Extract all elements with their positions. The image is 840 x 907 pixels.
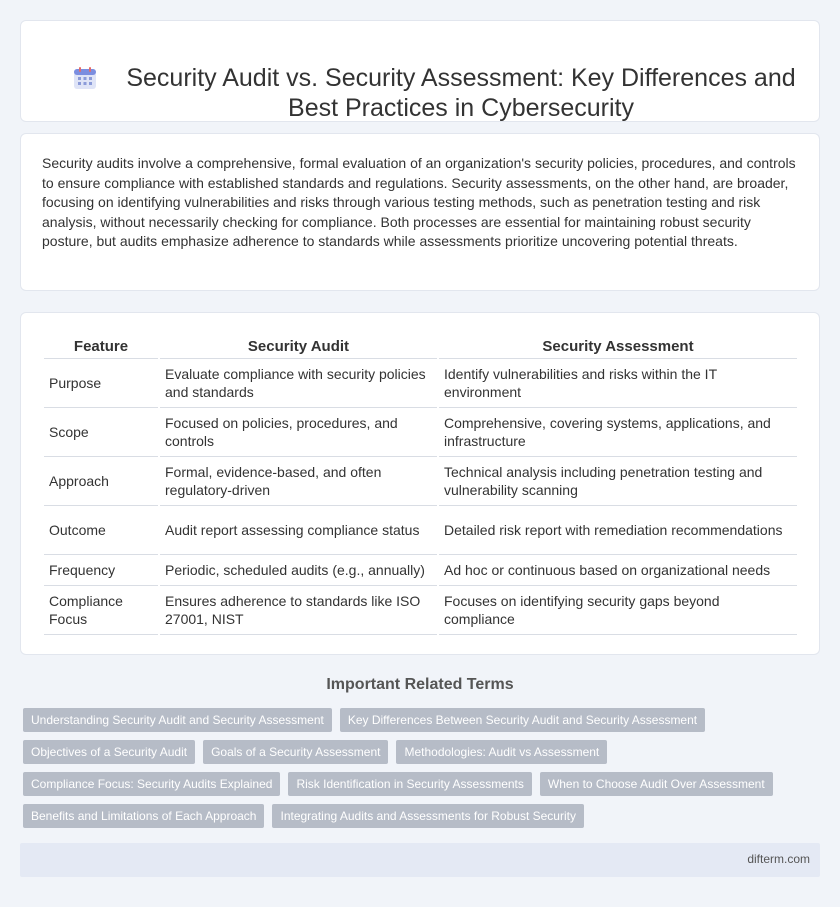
intro-paragraph: Security audits involve a comprehensive, formal evaluation of an organization's security policies, procedures, and controls to ensure compliance with established standards and regulations. Security assessments, on the other hand, are broader, focusing on identifying vulnerabilities and risks through various testing methods, such as penetration testing and risk analysis, without necessarily checking for compliance. Both processes are essential for maintaining robust security posture, but audits emphasize adherence to standards while assessments prioritize uncovering potential threats. — [42, 155, 796, 250]
row-audit: Focused on policies, procedures, and controls — [160, 408, 437, 457]
related-term-tag[interactable]: Methodologies: Audit vs Assessment — [396, 740, 607, 764]
row-feature: Compliance Focus — [44, 586, 158, 635]
row-audit: Periodic, scheduled audits (e.g., annually) — [160, 555, 437, 586]
comparison-card — [20, 312, 820, 655]
row-feature: Outcome — [44, 506, 158, 555]
related-terms-heading: Important Related Terms — [326, 676, 514, 693]
calendar-icon — [73, 66, 97, 90]
comparison-table — [42, 333, 799, 635]
header-feature: Feature — [44, 333, 158, 359]
related-term-tag[interactable]: Goals of a Security Assessment — [203, 740, 388, 764]
related-term-tag[interactable]: Compliance Focus: Security Audits Explained — [23, 772, 280, 796]
related-term-tag[interactable]: Key Differences Between Security Audit and Security Assessment — [340, 708, 705, 732]
row-feature: Purpose — [44, 359, 158, 408]
row-feature: Scope — [44, 408, 158, 457]
related-term-tag[interactable]: When to Choose Audit Over Assessment — [540, 772, 773, 796]
related-term-tag[interactable]: Objectives of a Security Audit — [23, 740, 195, 764]
row-assessment: Identify vulnerabilities and risks within the IT environment — [439, 359, 797, 408]
row-assessment: Detailed risk report with remediation recommendations — [439, 506, 797, 555]
header-security-audit: Security Audit — [160, 333, 437, 359]
page-title: Security Audit vs. Security Assessment: Key Differences and Best Practices in Cybersecurity — [126, 64, 796, 122]
table-header-row — [44, 333, 797, 359]
row-audit: Ensures adherence to standards like ISO 27001, NIST — [160, 586, 437, 635]
related-terms-list — [23, 708, 813, 836]
related-term-tag[interactable]: Integrating Audits and Assessments for Robust Security — [272, 804, 584, 828]
related-term-tag[interactable]: Benefits and Limitations of Each Approach — [23, 804, 264, 828]
row-feature: Approach — [44, 457, 158, 506]
table-row — [44, 359, 797, 408]
row-audit: Evaluate compliance with security policies and standards — [160, 359, 437, 408]
row-assessment: Comprehensive, covering systems, applications, and infrastructure — [439, 408, 797, 457]
row-audit: Formal, evidence-based, and often regulatory-driven — [160, 457, 437, 506]
row-feature: Frequency — [44, 555, 158, 586]
row-audit: Audit report assessing compliance status — [160, 506, 437, 555]
related-term-tag[interactable]: Risk Identification in Security Assessments — [288, 772, 531, 796]
table-row — [44, 457, 797, 506]
table-row — [44, 555, 797, 586]
related-term-tag[interactable]: Understanding Security Audit and Security Assessment — [23, 708, 332, 732]
intro-card — [20, 133, 820, 291]
table-row — [44, 586, 797, 635]
row-assessment: Ad hoc or continuous based on organizational needs — [439, 555, 797, 586]
table-row — [44, 506, 797, 555]
footer — [20, 843, 820, 877]
footer-site-link[interactable]: difterm.com — [747, 852, 810, 866]
row-assessment: Focuses on identifying security gaps beyond compliance — [439, 586, 797, 635]
row-assessment: Technical analysis including penetration testing and vulnerability scanning — [439, 457, 797, 506]
table-row — [44, 408, 797, 457]
header-security-assessment: Security Assessment — [439, 333, 797, 359]
title-card — [20, 20, 820, 122]
